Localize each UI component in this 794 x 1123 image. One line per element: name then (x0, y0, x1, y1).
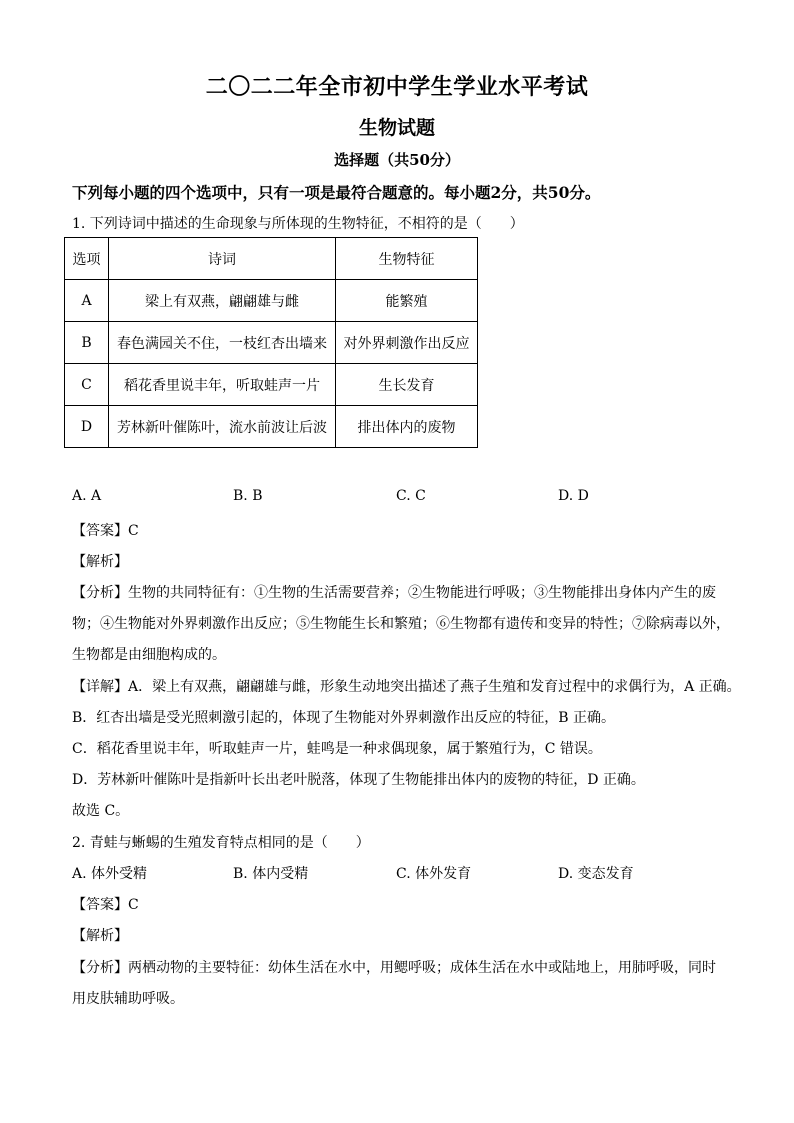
option-d: D. D (558, 488, 589, 504)
table-cell: B (65, 322, 109, 364)
table-row (65, 322, 478, 364)
table-cell: 芳林新叶催陈叶，流水前波让后波 (109, 406, 336, 448)
table-row (65, 280, 478, 322)
option-a: A. 体外受精 (72, 866, 148, 882)
analysis-line: 用皮肤辅助呼吸。 (72, 991, 184, 1007)
section-heading: 选择题（共50分） (334, 151, 460, 169)
analysis-label: 【解析】 (72, 554, 128, 570)
detail-line: 故选 C。 (72, 803, 130, 819)
analysis-label: 【解析】 (72, 928, 128, 944)
answer-label: 【答案】C (72, 897, 139, 913)
page-subtitle: 生物试题 (358, 117, 435, 139)
option-b: B. B (233, 488, 263, 504)
table-row (65, 364, 478, 406)
detail-line: B．红杏出墙是受光照刺激引起的，体现了生物能对外界刺激作出反应的特征，B 正确。 (72, 710, 616, 726)
table-header: 诗词 (109, 238, 336, 280)
table-cell: D (65, 406, 109, 448)
question-1-stem: 1. 下列诗词中描述的生命现象与所体现的生物特征，不相符的是（ ） (72, 216, 524, 232)
analysis-line: 物；④生物能对外界刺激作出反应；⑤生物能生长和繁殖；⑥生物都有遗传和变异的特性；⑦除病毒以外， (72, 616, 730, 632)
option-c: C. C (396, 488, 426, 504)
table-cell: 稻花香里说丰年，听取蛙声一片 (109, 364, 336, 406)
table-cell: 能繁殖 (336, 280, 478, 322)
question-2-stem: 2. 青蛙与蜥蜴的生殖发育特点相同的是（ ） (72, 835, 370, 851)
instructions: 下列每小题的四个选项中，只有一项是最符合题意的。每小题2分，共50分。 (72, 183, 601, 202)
table-cell: A (65, 280, 109, 322)
analysis-line: 【分析】两栖动物的主要特征：幼体生活在水中，用鳃呼吸；成体生活在水中或陆地上，用肺呼吸，同时 (72, 960, 716, 976)
table-cell: 对外界刺激作出反应 (336, 322, 478, 364)
option-d: D. 变态发育 (558, 866, 634, 882)
analysis-line: 生物都是由细胞构成的。 (72, 647, 226, 663)
option-a: A. A (72, 488, 102, 504)
option-b: B. 体内受精 (233, 866, 309, 882)
table-header: 生物特征 (336, 238, 478, 280)
answer-label: 【答案】C (72, 523, 139, 539)
page-title: 二〇二二年全市初中学生学业水平考试 (205, 74, 589, 100)
table-cell: 排出体内的废物 (336, 406, 478, 448)
table-cell: 春色满园关不住，一枝红杏出墙来 (109, 322, 336, 364)
detail-line: C．稻花香里说丰年，听取蛙声一片，蛙鸣是一种求偶现象，属于繁殖行为，C 错误。 (72, 741, 602, 757)
table-cell: C (65, 364, 109, 406)
question-1-table (64, 237, 478, 448)
table-row (65, 406, 478, 448)
detail-line: 【详解】A．梁上有双燕，翩翩雄与雌，形象生动地突出描述了燕子生殖和发育过程中的求偶行为，A 正确。 (72, 679, 741, 695)
table-cell: 生长发育 (336, 364, 478, 406)
detail-line: D．芳林新叶催陈叶是指新叶长出老叶脱落，体现了生物能排出体内的废物的特征，D 正确。 (72, 772, 645, 788)
analysis-line: 【分析】生物的共同特征有：①生物的生活需要营养；②生物能进行呼吸；③生物能排出身体内产生的废 (72, 585, 716, 601)
table-header-row (65, 238, 478, 280)
table-header: 选项 (65, 238, 109, 280)
option-c: C. 体外发育 (396, 866, 472, 882)
table-cell: 梁上有双燕，翩翩雄与雌 (109, 280, 336, 322)
